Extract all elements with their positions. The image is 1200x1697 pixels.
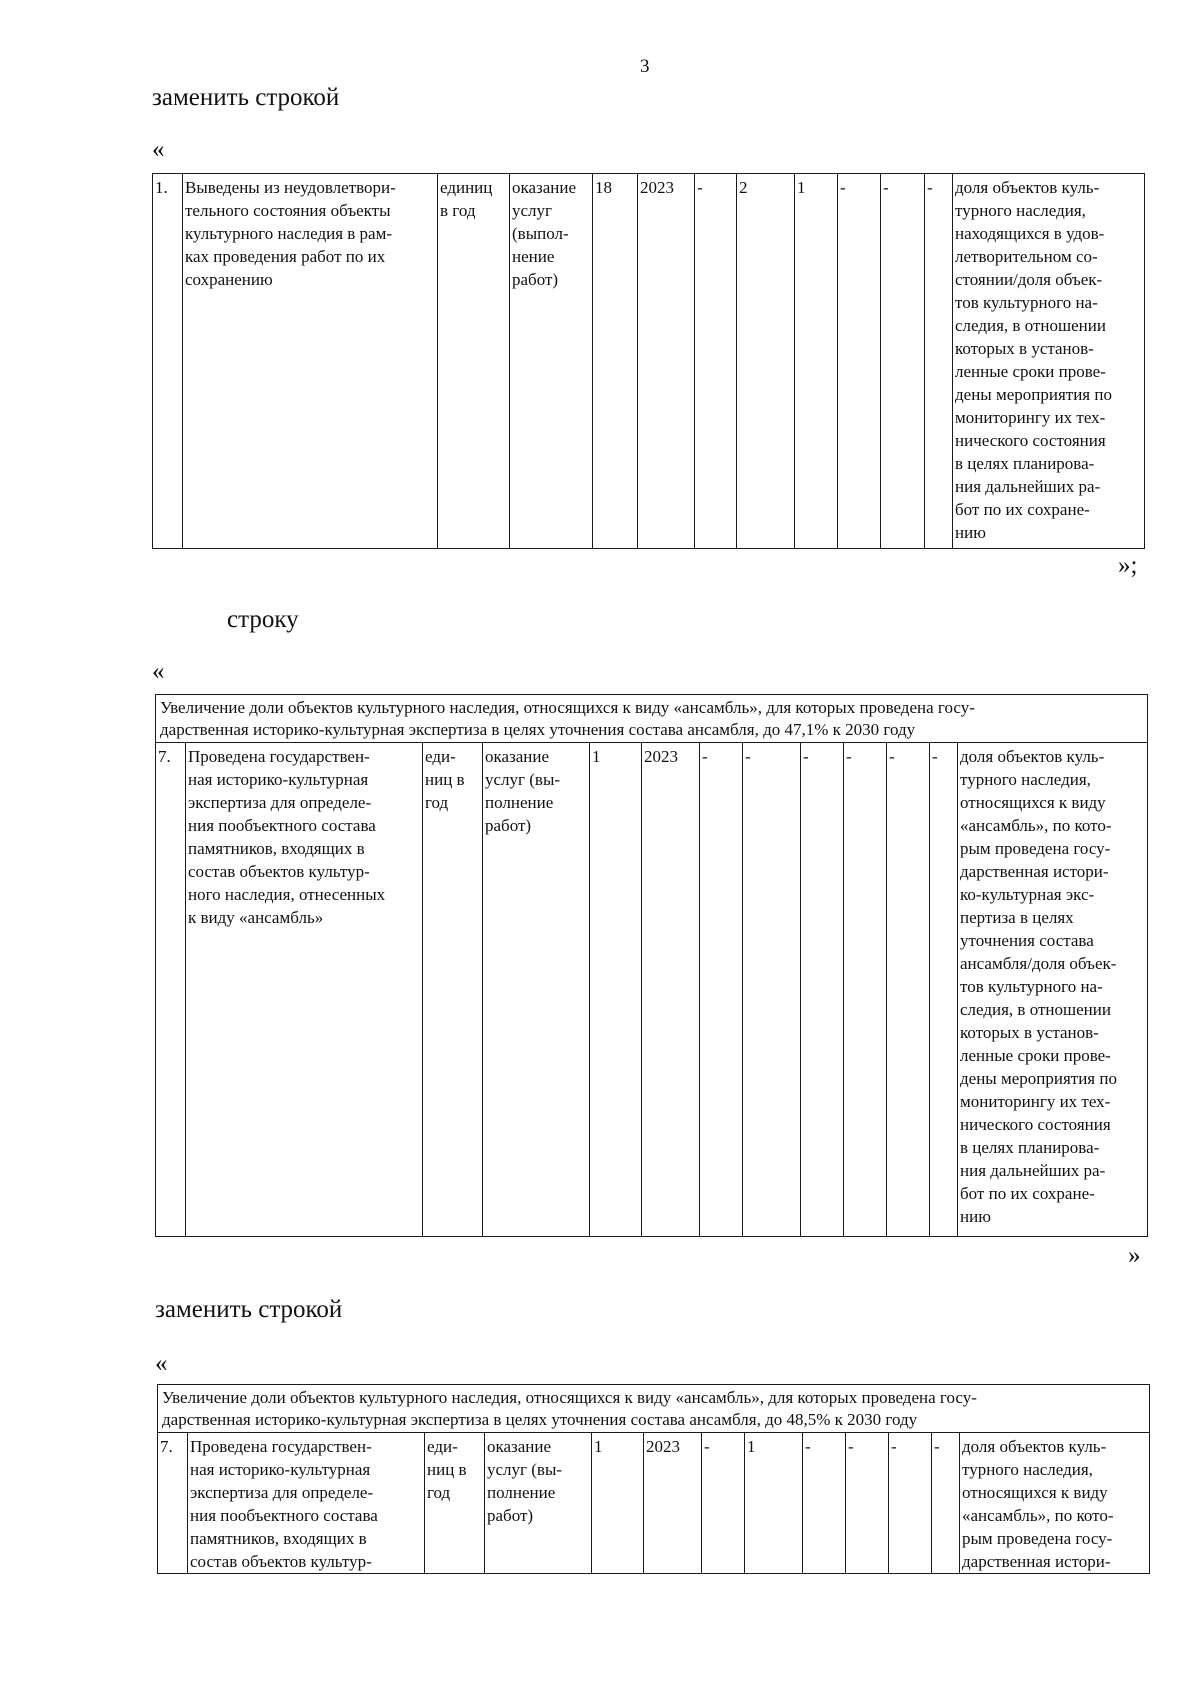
cell-value: 2: [737, 174, 795, 549]
cell-value: -: [838, 174, 881, 549]
cell-value: -: [743, 743, 801, 1237]
heading-row: строку: [227, 606, 299, 633]
close-quote-2: »: [1128, 1242, 1141, 1269]
cell-value: -: [844, 743, 887, 1237]
open-quote-2: «: [152, 658, 165, 685]
heading-replace-1: заменить строкой: [152, 84, 340, 111]
cell-indicator-name: Проведена государствен- ная историко-культурная экспертиза для определе- ния пообъектного состава памятников, входящих в состав объектов культур-: [188, 1433, 425, 1574]
cell-base-value: 1: [592, 1433, 644, 1574]
cell-value: -: [846, 1433, 889, 1574]
cell-value: -: [887, 743, 930, 1237]
cell-value: -: [803, 1433, 846, 1574]
heading-replace-2: заменить строкой: [155, 1296, 343, 1323]
cell-base-value: 18: [593, 174, 638, 549]
cell-number: 7.: [158, 1433, 188, 1574]
cell-calculation-method: доля объектов куль- турного наследия, относящихся к виду «ансамбль», по кото- рым проведена госу- дарственная истори- ко-культурная экс- пертиза в целях уточнения состава ансамбля/доля объек- тов культурного на- следия, в отношении которых в установ- ленные сроки прове- дены мероприятия по мониторингу их тех- нического состояния в целях планирова- ния дальнейших ра- бот по их сохране- нию: [958, 743, 1148, 1237]
cell-base-year: 2023: [642, 743, 700, 1237]
table-caption: Увеличение доли объектов культурного наследия, относящихся к виду «ансамбль», для которых проведена госу- дарственная историко-культурная экспертиза в целях уточнения состава ансамбля, до 48,5% к 2030 году: [158, 1385, 1150, 1433]
cell-number: 7.: [156, 743, 186, 1237]
cell-unit: еди- ниц в год: [423, 743, 483, 1237]
table-row-7-old: [155, 694, 1148, 1237]
cell-value: -: [801, 743, 844, 1237]
cell-number: 1.: [153, 174, 183, 549]
table-row-7-new: [157, 1384, 1150, 1574]
cell-type: оказание услуг (выпол- нение работ): [510, 174, 593, 549]
page-number: 3: [640, 56, 650, 77]
table-row-1: [152, 173, 1145, 549]
open-quote-1: «: [152, 136, 165, 163]
cell-calculation-method: доля объектов куль- турного наследия, находящихся в удов- летворительном со- стоянии/доля объек- тов культурного на- следия, в отношении которых в установ- ленные сроки прове- дены мероприятия по мониторингу их тех- нического состояния в целях планирова- ния дальнейших ра- бот по их сохране- нию: [953, 174, 1145, 549]
cell-value: -: [932, 1433, 960, 1574]
open-quote-3: «: [155, 1350, 168, 1377]
cell-type: оказание услуг (вы- полнение работ): [483, 743, 590, 1237]
cell-value: 1: [745, 1433, 803, 1574]
cell-base-value: 1: [590, 743, 642, 1237]
cell-value: -: [702, 1433, 745, 1574]
cell-value: -: [700, 743, 743, 1237]
cell-indicator-name: Проведена государствен- ная историко-культурная экспертиза для определе- ния пообъектного состава памятников, входящих в состав объектов культур- ного наследия, отнесенных к виду «ансамбль»: [186, 743, 423, 1237]
cell-indicator-name: Выведены из неудовлетвори- тельного состояния объекты культурного наследия в рам- ках проведения работ по их сохранению: [183, 174, 438, 549]
cell-value: 1: [795, 174, 838, 549]
table-caption: Увеличение доли объектов культурного наследия, относящихся к виду «ансамбль», для которых проведена госу- дарственная историко-культурная экспертиза в целях уточнения состава ансамбля, до 47,1% к 2030 году: [156, 695, 1148, 743]
cell-unit: еди- ниц в год: [425, 1433, 485, 1574]
cell-base-year: 2023: [638, 174, 695, 549]
cell-type: оказание услуг (вы- полнение работ): [485, 1433, 592, 1574]
cell-base-year: 2023: [644, 1433, 702, 1574]
cell-calculation-method: доля объектов куль- турного наследия, относящихся к виду «ансамбль», по кото- рым проведена госу- дарственная истори-: [960, 1433, 1150, 1574]
cell-value: -: [881, 174, 925, 549]
close-quote-1: »;: [1118, 552, 1138, 579]
cell-value: -: [889, 1433, 932, 1574]
cell-value: -: [930, 743, 958, 1237]
cell-value: -: [925, 174, 953, 549]
cell-value: -: [695, 174, 737, 549]
cell-unit: единиц в год: [438, 174, 510, 549]
